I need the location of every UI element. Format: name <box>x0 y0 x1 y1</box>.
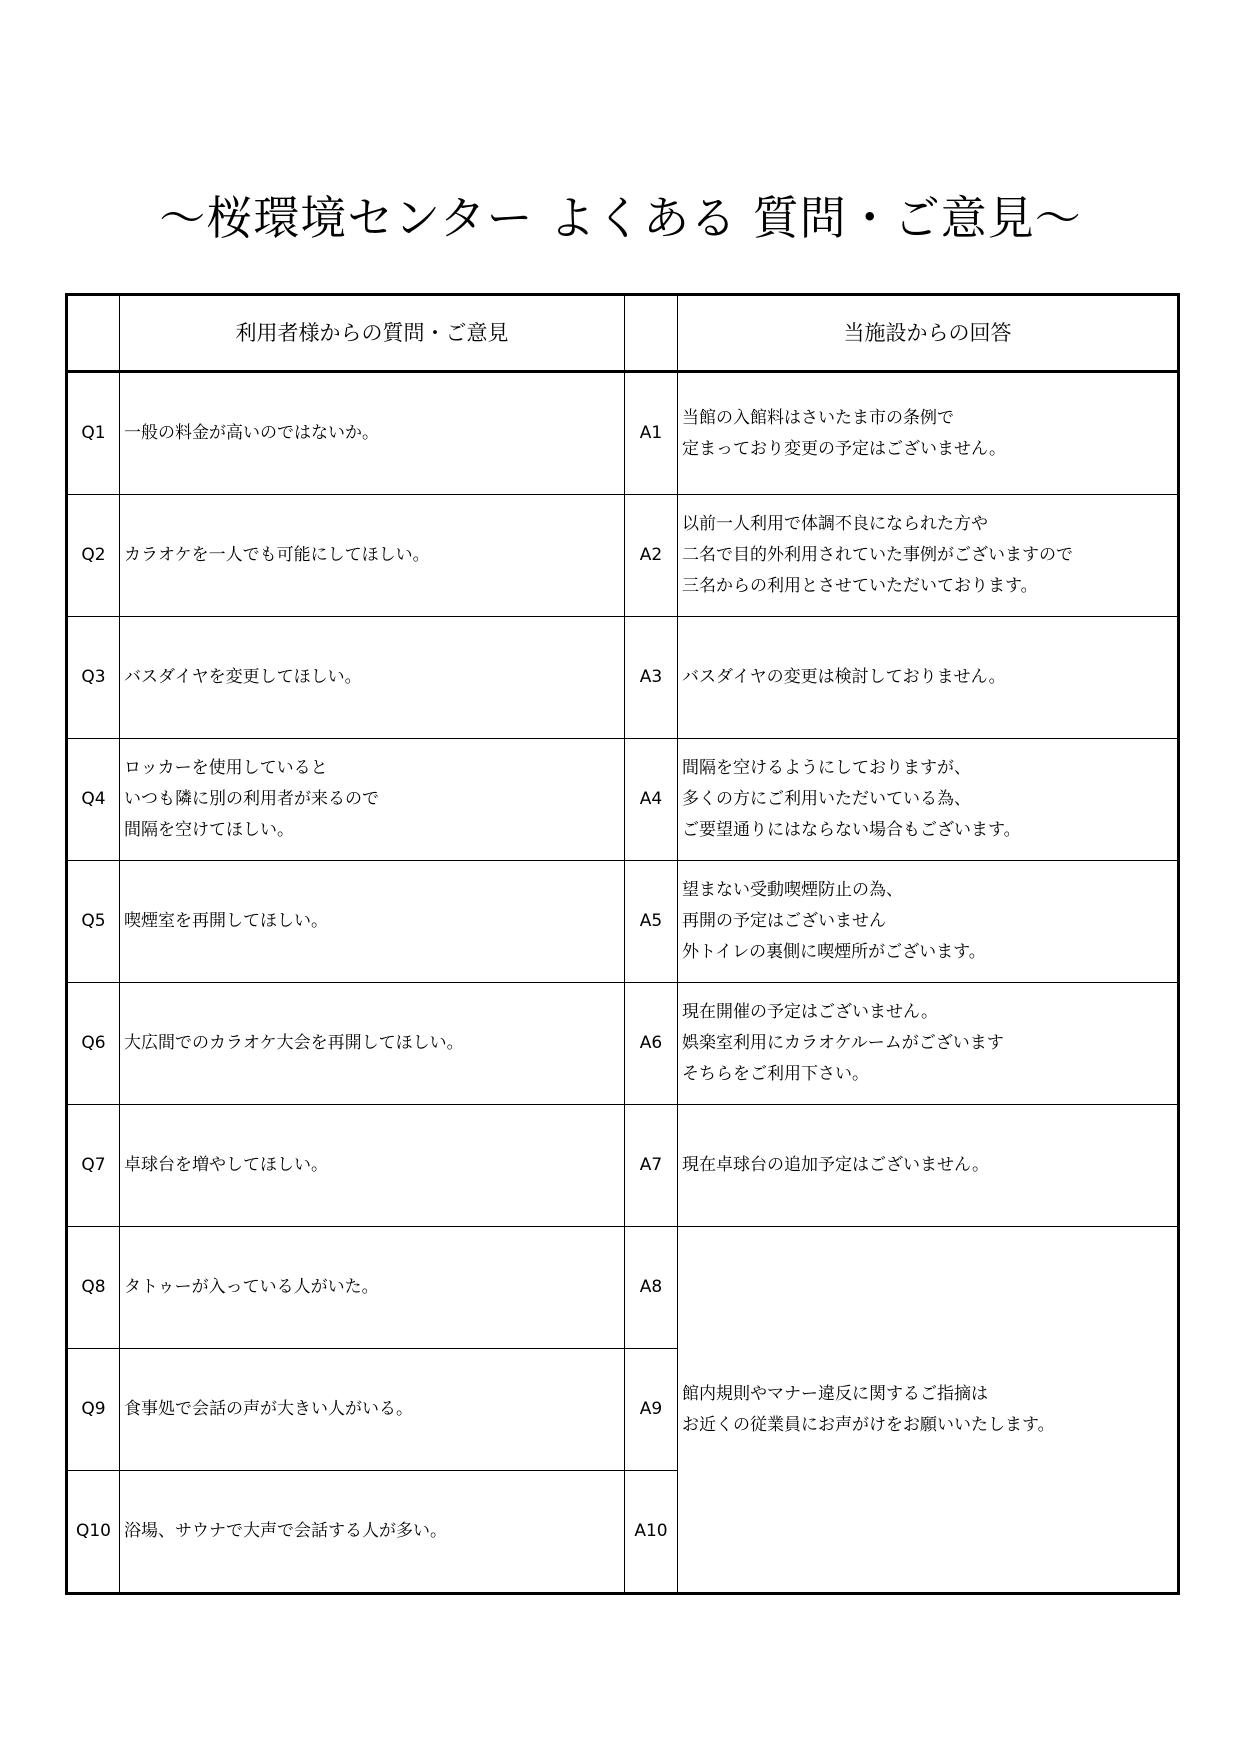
question-text <box>120 617 625 739</box>
text-line: バスダイヤの変更は検討しておりません。 <box>682 667 1006 687</box>
table-row <box>67 372 1179 495</box>
table-row <box>67 1105 1179 1227</box>
answer-number: A2 <box>625 495 678 617</box>
text-line: カラオケを一人でも可能にしてほしい。 <box>124 545 430 565</box>
text-line: 望まない受動喫煙防止の為、 <box>682 880 903 900</box>
text-line: 外トイレの裏側に喫煙所がございます。 <box>682 942 986 962</box>
table-row <box>67 739 1179 861</box>
answer-text <box>678 1105 1179 1227</box>
answer-number: A10 <box>625 1471 678 1594</box>
question-number: Q2 <box>67 495 120 617</box>
text-line: 以前一人利用で体調不良になられた方や <box>682 514 988 534</box>
answer-text <box>678 372 1179 495</box>
text-line: 三名からの利用とさせていただいております。 <box>682 576 1038 596</box>
answer-text <box>678 739 1179 861</box>
answer-text <box>678 617 1179 739</box>
answer-number: A8 <box>625 1227 678 1349</box>
question-text <box>120 739 625 861</box>
text-line: ご要望通りにはならない場合もございます。 <box>682 820 1021 840</box>
question-text <box>120 861 625 983</box>
header-answer: 当施設からの回答 <box>678 295 1179 372</box>
text-line: 二名で目的外利用されていた事例がございますので <box>682 545 1073 565</box>
table-header-row <box>67 295 1179 372</box>
table-row <box>67 617 1179 739</box>
question-text <box>120 372 625 495</box>
text-line: 間隔を空けるようにしておりますが、 <box>682 758 971 778</box>
question-text <box>120 983 625 1105</box>
answer-number: A6 <box>625 983 678 1105</box>
text-line: 当館の入館料はさいたま市の条例で <box>682 407 954 428</box>
text-line: お近くの従業員にお声がけをお願いいたします。 <box>682 1414 1055 1435</box>
table-row <box>67 1227 1179 1349</box>
faq-table <box>65 293 1180 1595</box>
table-row <box>67 861 1179 983</box>
page-title: ～桜環境センター よくある 質問・ご意見～ <box>159 191 1082 245</box>
text-line: 卓球台を増やしてほしい。 <box>124 1155 328 1175</box>
answer-text <box>678 983 1179 1105</box>
question-text <box>120 495 625 617</box>
text-line: 現在開催の予定はございません。 <box>682 1002 939 1022</box>
text-line: 娯楽室利用にカラオケルームがございます <box>682 1033 1004 1053</box>
answer-number: A4 <box>625 739 678 861</box>
text-line: 一般の料金が高いのではないか。 <box>124 423 379 443</box>
text-line: 食事処で会話の声が大きい人がいる。 <box>124 1399 413 1419</box>
question-number: Q5 <box>67 861 120 983</box>
text-line: 浴場、サウナで大声で会話する人が多い。 <box>124 1521 447 1541</box>
header-q-num-cell <box>67 295 120 372</box>
header-a-num-cell <box>625 295 678 372</box>
text-line: バスダイヤを変更してほしい。 <box>124 667 362 687</box>
text-line: 大広間でのカラオケ大会を再開してほしい。 <box>124 1033 464 1053</box>
text-line: 定まっており変更の予定はございません。 <box>682 438 1007 459</box>
text-line: 多くの方にご利用いただいている為、 <box>682 789 971 809</box>
table-row <box>67 983 1179 1105</box>
text-line: ロッカーを使用していると <box>124 758 328 778</box>
answer-text <box>678 1227 1179 1594</box>
question-text <box>120 1471 625 1594</box>
question-number: Q8 <box>67 1227 120 1349</box>
text-line: 現在卓球台の追加予定はございません。 <box>682 1155 990 1175</box>
answer-number: A9 <box>625 1349 678 1471</box>
answer-number: A7 <box>625 1105 678 1227</box>
question-text <box>120 1349 625 1471</box>
text-line: いつも隣に別の利用者が来るので <box>124 789 379 809</box>
header-question: 利用者様からの質問・ご意見 <box>120 295 625 372</box>
answer-text <box>678 861 1179 983</box>
question-number: Q6 <box>67 983 120 1105</box>
question-number: Q1 <box>67 372 120 495</box>
question-number: Q7 <box>67 1105 120 1227</box>
question-text <box>120 1227 625 1349</box>
text-line: 間隔を空けてほしい。 <box>124 820 294 840</box>
text-line: タトゥーが入っている人がいた。 <box>124 1277 379 1297</box>
question-number: Q3 <box>67 617 120 739</box>
text-line: 館内規則やマナー違反に関するご指摘は <box>682 1383 988 1404</box>
question-number: Q10 <box>67 1471 120 1594</box>
text-line: 喫煙室を再開してほしい。 <box>124 911 328 931</box>
question-number: Q4 <box>67 739 120 861</box>
answer-number: A3 <box>625 617 678 739</box>
answer-number: A1 <box>625 372 678 495</box>
answer-text <box>678 495 1179 617</box>
question-number: Q9 <box>67 1349 120 1471</box>
text-line: そちらをご利用下さい。 <box>682 1064 869 1084</box>
table-row <box>67 495 1179 617</box>
question-text <box>120 1105 625 1227</box>
answer-number: A5 <box>625 861 678 983</box>
text-line: 再開の予定はございません <box>682 911 886 931</box>
